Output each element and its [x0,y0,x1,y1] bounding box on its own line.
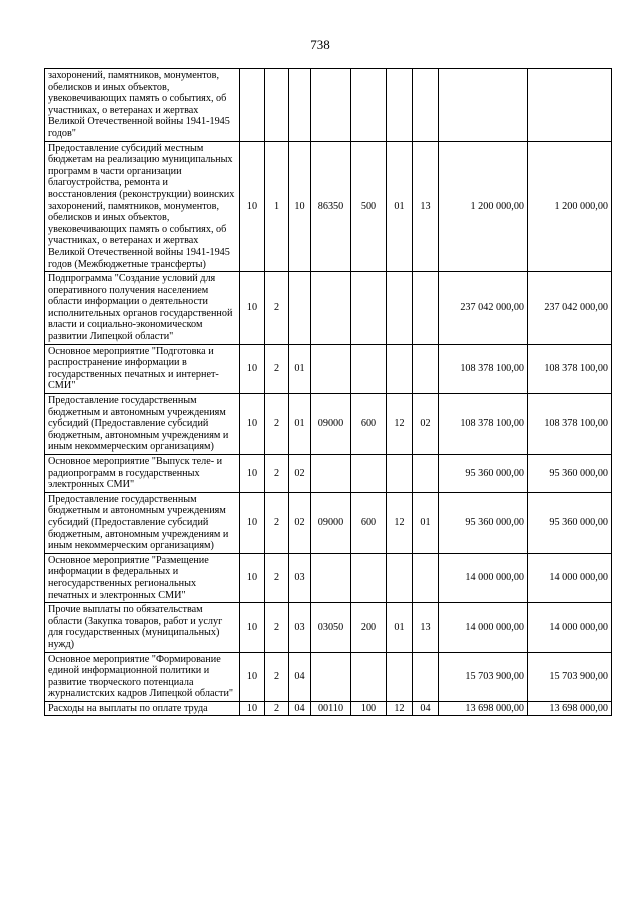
expense-type-cell [351,652,387,701]
row-name-cell: Основное мероприятие "Подготовка и распространение информации в государственных печатных и интернет-СМИ" [45,344,240,393]
program-code-cell: 10 [240,141,265,272]
subsection-code-cell: 13 [413,603,439,652]
expense-type-cell [351,272,387,345]
amount-cell: 95 360 000,00 [439,492,528,553]
program-code-cell: 10 [240,272,265,345]
table-row [45,652,612,701]
subsection-code-cell [413,344,439,393]
row-name-cell: Прочие выплаты по обязательствам области (Закупка товаров, работ и услуг для государственных (муниципальных) нужд) [45,603,240,652]
direction-code-cell [311,652,351,701]
row-name-cell: Основное мероприятие "Формирование единой информационной политики и развитие творческого потенциала журналистских кадров Липецкой области" [45,652,240,701]
direction-code-cell [311,69,351,142]
amount-total-cell: 108 378 100,00 [528,394,612,455]
subprogram-code-cell: 2 [265,492,289,553]
amount-total-cell: 13 698 000,00 [528,701,612,716]
row-name-cell: Предоставление государственным бюджетным и автономным учреждениям субсидий (Предоставление субсидий бюджетным, автономным учреждениям и иным некоммерческим организациям) [45,394,240,455]
subsection-code-cell: 01 [413,492,439,553]
direction-code-cell: 09000 [311,492,351,553]
subsection-code-cell [413,69,439,142]
table-row [45,69,612,142]
row-name-cell: Предоставление субсидий местным бюджетам на реализацию муниципальных программ в части организации благоустройства, ремонта и восстановления (реконструкции) воинских захоронений, памятников, монументов, обелисков и иных объектов, увековечивающих память о событиях, об участниках, о ветеранах и жертвах Великой Отечественной войны 1941-1945 годов (Межбюджетные трансферты) [45,141,240,272]
event-code-cell: 02 [289,492,311,553]
section-code-cell: 12 [387,701,413,716]
amount-total-cell: 15 703 900,00 [528,652,612,701]
table-row [45,701,612,716]
section-code-cell [387,455,413,493]
page-number: 738 [310,37,330,52]
amount-cell: 14 000 000,00 [439,553,528,602]
table-row [45,492,612,553]
section-code-cell [387,344,413,393]
event-code-cell: 03 [289,603,311,652]
direction-code-cell [311,344,351,393]
amount-cell [439,69,528,142]
amount-cell: 13 698 000,00 [439,701,528,716]
amount-cell: 108 378 100,00 [439,394,528,455]
event-code-cell [289,69,311,142]
program-code-cell: 10 [240,344,265,393]
program-code-cell: 10 [240,553,265,602]
amount-cell: 108 378 100,00 [439,344,528,393]
expense-type-cell: 100 [351,701,387,716]
row-name-cell: Подпрограмма "Создание условий для оперативного получения населением области информации о деятельности исполнительных органов государственной власти и социально-экономическом развитии Липецкой области" [45,272,240,345]
row-name-cell: Расходы на выплаты по оплате труда [45,701,240,716]
subprogram-code-cell: 1 [265,141,289,272]
program-code-cell: 10 [240,394,265,455]
section-code-cell [387,69,413,142]
direction-code-cell: 09000 [311,394,351,455]
direction-code-cell [311,553,351,602]
program-code-cell: 10 [240,652,265,701]
section-code-cell: 12 [387,492,413,553]
subsection-code-cell [413,455,439,493]
expense-type-cell [351,455,387,493]
section-code-cell: 12 [387,394,413,455]
direction-code-cell: 00110 [311,701,351,716]
program-code-cell: 10 [240,701,265,716]
expense-type-cell [351,344,387,393]
amount-cell: 237 042 000,00 [439,272,528,345]
section-code-cell: 01 [387,603,413,652]
program-code-cell: 10 [240,455,265,493]
amount-total-cell [528,69,612,142]
table-row [45,603,612,652]
amount-cell: 1 200 000,00 [439,141,528,272]
table-row [45,272,612,345]
amount-cell: 14 000 000,00 [439,603,528,652]
expense-type-cell [351,553,387,602]
subprogram-code-cell: 2 [265,553,289,602]
event-code-cell: 01 [289,344,311,393]
event-code-cell: 02 [289,455,311,493]
event-code-cell: 10 [289,141,311,272]
subprogram-code-cell: 2 [265,652,289,701]
row-name-cell: захоронений, памятников, монументов, обелисков и иных объектов, увековечивающих память о событиях, об участниках, о ветеранах и жертвах Великой Отечественной войны 1941-1945 годов" [45,69,240,142]
table-row [45,553,612,602]
row-name-cell: Основное мероприятие "Размещение информации в федеральных и негосударственных региональных печатных и электронных СМИ" [45,553,240,602]
event-code-cell: 04 [289,652,311,701]
amount-cell: 15 703 900,00 [439,652,528,701]
row-name-cell: Основное мероприятие "Выпуск теле- и радиопрограмм в государственных электронных СМИ" [45,455,240,493]
amount-total-cell: 14 000 000,00 [528,603,612,652]
subsection-code-cell [413,652,439,701]
subsection-code-cell [413,272,439,345]
section-code-cell: 01 [387,141,413,272]
table-row [45,344,612,393]
amount-total-cell: 14 000 000,00 [528,553,612,602]
direction-code-cell [311,455,351,493]
subprogram-code-cell: 2 [265,701,289,716]
expense-type-cell: 600 [351,394,387,455]
table-row [45,394,612,455]
table-row [45,141,612,272]
amount-total-cell: 95 360 000,00 [528,492,612,553]
section-code-cell [387,553,413,602]
amount-total-cell: 1 200 000,00 [528,141,612,272]
amount-total-cell: 108 378 100,00 [528,344,612,393]
subsection-code-cell [413,553,439,602]
section-code-cell [387,652,413,701]
row-name-cell: Предоставление государственным бюджетным и автономным учреждениям субсидий (Предоставление субсидий бюджетным, автономным учреждениям и иным некоммерческим организациям) [45,492,240,553]
expense-type-cell [351,69,387,142]
direction-code-cell: 03050 [311,603,351,652]
subprogram-code-cell: 2 [265,603,289,652]
event-code-cell: 04 [289,701,311,716]
program-code-cell [240,69,265,142]
subsection-code-cell: 04 [413,701,439,716]
table-row [45,455,612,493]
section-code-cell [387,272,413,345]
subprogram-code-cell: 2 [265,344,289,393]
event-code-cell: 03 [289,553,311,602]
table-body [45,69,612,716]
subprogram-code-cell: 2 [265,394,289,455]
event-code-cell [289,272,311,345]
subsection-code-cell: 13 [413,141,439,272]
budget-table [44,68,612,716]
direction-code-cell: 86350 [311,141,351,272]
direction-code-cell [311,272,351,345]
subsection-code-cell: 02 [413,394,439,455]
program-code-cell: 10 [240,492,265,553]
expense-type-cell: 200 [351,603,387,652]
subprogram-code-cell: 2 [265,272,289,345]
expense-type-cell: 600 [351,492,387,553]
amount-cell: 95 360 000,00 [439,455,528,493]
event-code-cell: 01 [289,394,311,455]
subprogram-code-cell [265,69,289,142]
amount-total-cell: 95 360 000,00 [528,455,612,493]
program-code-cell: 10 [240,603,265,652]
subprogram-code-cell: 2 [265,455,289,493]
amount-total-cell: 237 042 000,00 [528,272,612,345]
expense-type-cell: 500 [351,141,387,272]
